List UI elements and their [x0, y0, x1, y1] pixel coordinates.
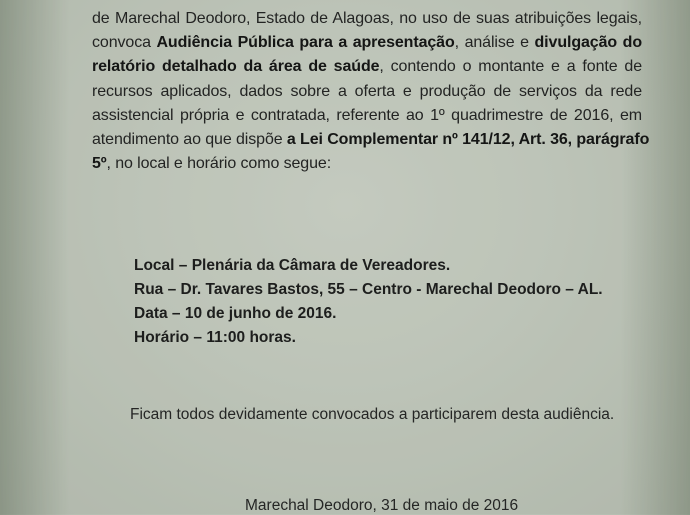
- closing-statement: Ficam todos devidamente convocados a participarem desta audiência.: [130, 406, 615, 423]
- bold-text-segment: 5º: [92, 155, 107, 173]
- paragraph-line-5: [92, 104, 642, 128]
- bold-text-segment: divulgação do: [534, 34, 642, 52]
- paragraph-line-3: [92, 55, 642, 79]
- paragraph-line-4: [92, 80, 642, 104]
- event-time: Horário – 11:00 horas.: [134, 329, 296, 346]
- bold-text-segment: Audiência Pública para a apresentação: [156, 34, 455, 52]
- bold-text-segment: relatório detalhado da área de saúde: [92, 58, 380, 76]
- text-segment: de Marechal Deodoro, Estado de Alagoas, no uso de suas atribuições legais,: [92, 10, 642, 27]
- text-segment: , análise e: [454, 34, 535, 52]
- text-segment: atendimento ao que dispõe: [92, 130, 287, 148]
- text-segment: assistencial própria e contratada, referente ao 1º quadrimestre de 2016, em: [92, 106, 642, 124]
- paragraph-line-7: [92, 152, 642, 176]
- text-segment: , contendo o montante e a fonte de: [379, 58, 642, 76]
- body-paragraph: [92, 7, 650, 176]
- text-segment: recursos aplicados, dados sobre a oferta e produção de serviços da rede: [92, 82, 642, 100]
- event-date: Data – 10 de junho de 2016.: [134, 305, 337, 322]
- paragraph-line-2: [92, 31, 642, 55]
- text-segment: , no local e horário como segue:: [106, 155, 332, 173]
- event-address: Rua – Dr. Tavares Bastos, 55 – Centro - Marechal Deodoro – AL.: [134, 281, 603, 298]
- place-and-date: Marechal Deodoro, 31 de maio de 2016: [245, 497, 519, 514]
- paragraph-line-1: [92, 7, 642, 31]
- bold-text-segment: a Lei Complementar nº 141/12, Art. 36, parágrafo: [286, 130, 650, 148]
- paragraph-line-6: [92, 128, 650, 152]
- event-location: Local – Plenária da Câmara de Vereadores.: [134, 257, 451, 274]
- event-details: [134, 254, 603, 350]
- text-segment: convoca: [92, 34, 157, 52]
